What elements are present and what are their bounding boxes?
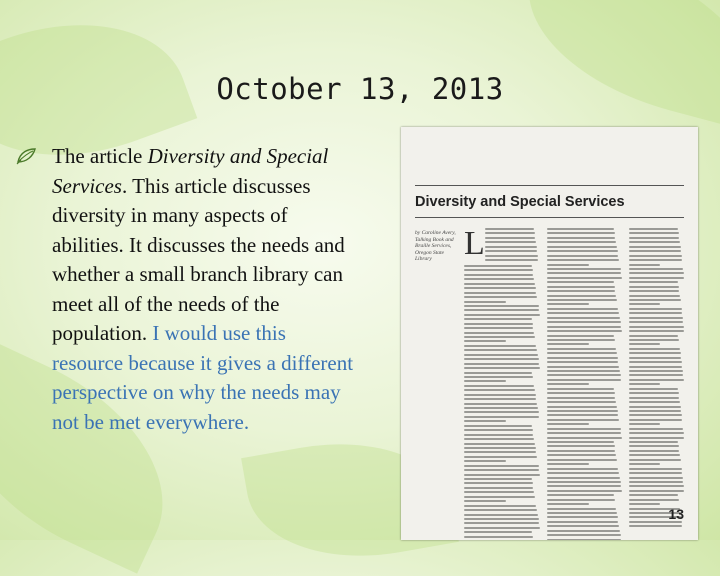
article-text-line — [547, 512, 617, 514]
article-text-line — [464, 296, 537, 298]
article-text-line — [464, 367, 540, 369]
article-text-line — [547, 299, 617, 301]
article-text-line — [547, 490, 622, 492]
article-text-line — [629, 232, 679, 234]
article-text-line — [464, 292, 536, 294]
article-text-line — [464, 518, 539, 520]
article-text-line — [464, 474, 540, 476]
article-text-line — [547, 295, 616, 297]
article-text-line — [629, 490, 684, 492]
article-text-line — [464, 522, 539, 524]
article-text-line — [629, 268, 683, 270]
article-text-line — [547, 437, 622, 439]
article-text-line — [464, 318, 532, 320]
article-text-line — [547, 472, 619, 474]
article-text-line — [629, 397, 679, 399]
article-text-line — [464, 487, 533, 489]
article-text-line — [547, 406, 617, 408]
article-text-line — [629, 499, 679, 501]
paragraph-description: . This article discusses diversity in many aspects of abilities. It discusses the needs and whether a small branch library can meet all of the needs of the population. — [52, 173, 345, 345]
article-text-line — [629, 366, 682, 368]
article-text-line — [547, 277, 622, 279]
article-text-line — [464, 536, 533, 538]
article-text-line — [547, 428, 621, 430]
article-text-line — [464, 265, 532, 267]
article-text-line — [547, 259, 619, 261]
article-text-line — [629, 419, 682, 421]
article-text-line — [547, 379, 621, 381]
article-text-line — [464, 469, 539, 471]
article-text-line — [547, 468, 618, 470]
article-text-line — [464, 301, 506, 303]
article-text-line — [547, 308, 618, 310]
article-column-1-lower — [464, 265, 541, 540]
article-text-line — [547, 459, 617, 461]
article-text-line — [547, 445, 615, 447]
article-text-line — [464, 385, 534, 387]
article-text-line — [485, 228, 534, 230]
article-text-line — [464, 398, 536, 400]
article-text-line — [547, 241, 616, 243]
article-text-line — [547, 401, 616, 403]
article-text-line — [629, 348, 680, 350]
article-text-line — [464, 363, 539, 365]
article-text-line — [629, 401, 680, 403]
article-text-line — [547, 516, 618, 518]
article-text-line — [629, 295, 680, 297]
article-text-line — [629, 317, 683, 319]
article-text-line — [464, 278, 534, 280]
article-text-line — [547, 477, 620, 479]
article-text-line — [464, 372, 532, 374]
article-text-line — [547, 414, 618, 416]
article-text-line — [629, 432, 684, 434]
article-text-line — [629, 303, 660, 305]
article-text-line — [629, 379, 684, 381]
article-text-line — [547, 237, 615, 239]
article-text-line — [629, 370, 683, 372]
article-text-line — [629, 357, 681, 359]
article-text-line — [464, 443, 535, 445]
article-text-line — [547, 255, 618, 257]
slide-title: October 13, 2013 — [216, 72, 504, 106]
article-text-line — [629, 335, 678, 337]
article-text-line — [629, 312, 682, 314]
article-text-line — [629, 485, 684, 487]
article-text-line — [464, 394, 536, 396]
article-text-line — [629, 423, 660, 425]
article-text-line — [464, 514, 538, 516]
article-text-line — [547, 503, 589, 505]
article-text-line — [464, 349, 537, 351]
article-text-line — [547, 494, 614, 496]
article-column-3 — [629, 228, 685, 530]
article-text-line — [629, 503, 660, 505]
article-text-line — [629, 428, 683, 430]
article-heading: Diversity and Special Services — [415, 194, 625, 210]
article-text-line — [629, 321, 683, 323]
article-dropcap: L — [464, 225, 485, 262]
article-text-line — [464, 389, 535, 391]
article-text-line — [464, 451, 536, 453]
paragraph-lead: The article — [52, 144, 148, 168]
article-text-line — [547, 463, 589, 465]
article-text-line — [629, 277, 684, 279]
article-text-line — [547, 232, 615, 234]
body-paragraph — [52, 142, 361, 437]
article-text-line — [629, 445, 679, 447]
leaf-bullet-icon — [16, 147, 36, 165]
article-text-line — [485, 246, 537, 248]
article-text-line — [547, 454, 616, 456]
article-text-line — [464, 411, 539, 413]
article-text-line — [547, 499, 615, 501]
article-text-line — [629, 246, 681, 248]
article-text-line — [547, 423, 589, 425]
article-text-line — [547, 268, 621, 270]
article-text-line — [547, 303, 589, 305]
article-text-line — [464, 429, 533, 431]
article-text-line — [464, 416, 539, 418]
article-column-2 — [547, 228, 623, 540]
article-text-line — [547, 290, 615, 292]
article-text-line — [464, 309, 539, 311]
article-text-line — [629, 410, 681, 412]
article-text-line — [464, 323, 533, 325]
article-title: Diversity and Special Services — [52, 144, 329, 198]
paragraph-highlight: I would use this resource because it gives a different perspective on why the needs may not be met everywhere. — [52, 321, 354, 434]
article-text-line — [464, 438, 534, 440]
article-text-line — [547, 410, 618, 412]
article-text-line — [547, 264, 589, 266]
article-text-line — [547, 450, 615, 452]
article-text-line — [547, 272, 621, 274]
article-text-line — [629, 343, 660, 345]
article-text-line — [464, 496, 535, 498]
article-text-line — [629, 259, 682, 261]
article-text-line — [464, 531, 532, 533]
article-text-line — [629, 494, 678, 496]
article-text-line — [464, 345, 536, 347]
article-text-line — [629, 299, 681, 301]
article-text-line — [464, 269, 533, 271]
article-text-line — [547, 228, 614, 230]
article-text-line — [629, 339, 679, 341]
article-text-line — [629, 241, 680, 243]
article-text-line — [547, 388, 614, 390]
article-text-line — [464, 407, 538, 409]
article-text-line — [547, 352, 617, 354]
article-text-line — [464, 456, 537, 458]
article-text-line — [464, 509, 537, 511]
article-text-line — [485, 255, 538, 257]
article-text-line — [547, 339, 615, 341]
article-text-line — [629, 264, 660, 266]
article-text-line — [464, 465, 539, 467]
article-text-line — [629, 237, 679, 239]
article-text-line — [464, 420, 506, 422]
article-text-line — [629, 383, 660, 385]
article-text-line — [547, 330, 622, 332]
article-text-line — [547, 335, 614, 337]
article-text-line — [629, 450, 679, 452]
article-text-line — [464, 340, 506, 342]
article-byline: by Caroline Avery, Talking Book and Braille Services, Oregon State Library — [415, 230, 456, 262]
article-text-line — [629, 441, 678, 443]
article-text-line — [547, 326, 621, 328]
header-rule — [415, 185, 684, 186]
article-text-line — [464, 434, 533, 436]
article-text-line — [547, 366, 619, 368]
article-text-line — [464, 283, 535, 285]
article-text-line — [485, 250, 537, 252]
article-text-line — [485, 259, 538, 261]
article-text-line — [547, 508, 616, 510]
article-text-line — [629, 468, 682, 470]
article-text-line — [485, 237, 535, 239]
article-text-line — [629, 286, 679, 288]
article-text-line — [547, 419, 619, 421]
article-text-line — [464, 336, 535, 338]
article-text-line — [464, 425, 532, 427]
article-text-line — [464, 478, 532, 480]
header-rule — [415, 217, 684, 218]
article-text-line — [547, 321, 621, 323]
article-text-line — [464, 332, 534, 334]
article-text-line — [629, 281, 678, 283]
article-text-line — [464, 527, 540, 529]
article-text-line — [547, 246, 617, 248]
article-text-line — [629, 228, 678, 230]
article-text-line — [629, 525, 682, 527]
article-text-line — [547, 530, 620, 532]
article-text-line — [547, 485, 621, 487]
article-text-line — [464, 482, 533, 484]
article-text-line — [629, 326, 684, 328]
article-text-line — [629, 250, 681, 252]
article-text-line — [547, 348, 616, 350]
article-text-line — [629, 463, 660, 465]
article-text-line — [629, 414, 682, 416]
article-text-line — [547, 374, 621, 376]
article-text-line — [547, 432, 621, 434]
article-text-line — [464, 354, 538, 356]
article-text-line — [464, 500, 506, 502]
article-text-line — [629, 352, 681, 354]
article-text-line — [629, 454, 680, 456]
article-page-number: 13 — [668, 506, 684, 522]
slide-body — [16, 142, 361, 437]
article-text-line — [629, 437, 684, 439]
article-text-line — [629, 392, 679, 394]
article-text-line — [547, 525, 619, 527]
article-text-line — [485, 232, 535, 234]
article-text-line — [547, 312, 619, 314]
article-text-line — [464, 287, 536, 289]
article-text-line — [547, 250, 618, 252]
article-text-line — [547, 317, 620, 319]
article-text-line — [547, 441, 614, 443]
article-text-line — [547, 481, 621, 483]
article-text-line — [464, 327, 533, 329]
article-text-line — [464, 274, 533, 276]
article-text-line — [464, 505, 536, 507]
article-text-line — [547, 534, 621, 536]
article-text-line — [464, 376, 533, 378]
article-text-line — [464, 314, 540, 316]
article-text-line — [547, 361, 618, 363]
article-text-line — [464, 358, 539, 360]
article-text-line — [547, 370, 620, 372]
article-text-line — [464, 403, 537, 405]
article-text-line — [547, 521, 618, 523]
article-text-line — [547, 397, 615, 399]
article-text-line — [464, 380, 506, 382]
article-text-line — [629, 361, 682, 363]
background-leaf-decoration — [507, 0, 720, 129]
article-text-line — [547, 343, 589, 345]
article-scan-image — [401, 127, 698, 540]
article-column-1 — [485, 228, 541, 264]
article-text-line — [629, 272, 684, 274]
article-text-line — [629, 472, 682, 474]
article-text-line — [547, 286, 615, 288]
article-text-line — [629, 459, 681, 461]
article-text-line — [464, 305, 539, 307]
article-text-line — [464, 460, 506, 462]
article-text-line — [547, 383, 589, 385]
article-text-line — [629, 255, 682, 257]
article-text-line — [629, 374, 683, 376]
article-text-line — [485, 241, 536, 243]
article-text-line — [629, 308, 682, 310]
article-text-line — [629, 477, 683, 479]
article-text-line — [629, 290, 679, 292]
article-text-line — [547, 357, 618, 359]
article-text-line — [547, 281, 614, 283]
article-text-line — [629, 330, 684, 332]
article-text-line — [629, 481, 683, 483]
article-text-line — [629, 388, 678, 390]
article-text-line — [547, 392, 615, 394]
article-text-line — [464, 491, 534, 493]
article-text-line — [464, 447, 536, 449]
article-text-line — [629, 406, 681, 408]
